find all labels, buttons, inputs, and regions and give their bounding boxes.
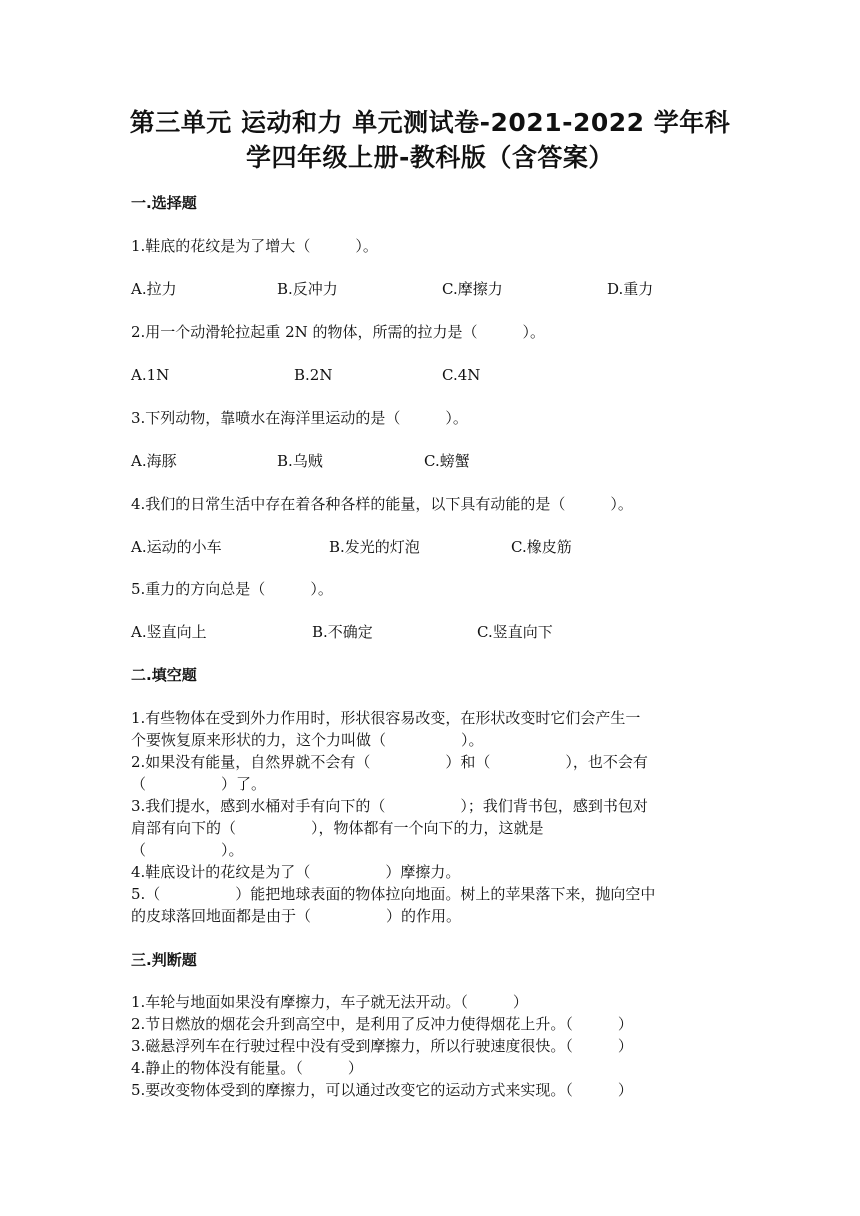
question-4-option-b: B.发光的灯泡 [329, 538, 420, 556]
question-5-option-c: C.竖直向下 [477, 623, 553, 641]
judge-line: 2.节日燃放的烟花会升到高空中，是利用了反冲力使得烟花上升。（ ） [131, 1015, 633, 1033]
question-2-option-a: A.1N [131, 366, 170, 384]
judge-line: 4.静止的物体没有能量。（ ） [131, 1059, 363, 1077]
section-heading-fill: 二.填空题 [131, 666, 197, 684]
document-title-line-2: 学四年级上册-教科版（含答案） [246, 143, 614, 172]
question-1-option-b: B.反冲力 [277, 280, 338, 298]
judge-line: 5.要改变物体受到的摩擦力，可以通过改变它的运动方式来实现。（ ） [131, 1081, 633, 1099]
question-3-option-a: A.海豚 [131, 452, 177, 470]
question-2-option-b: B.2N [294, 366, 333, 384]
question-1-option-a: A.拉力 [131, 280, 177, 298]
fill-line: 的皮球落回地面都是由于（ ）的作用。 [131, 907, 462, 925]
question-4-option-c: C.橡皮筋 [511, 538, 572, 556]
section-heading-choice: 一.选择题 [131, 194, 197, 212]
question-5-option-a: A.竖直向上 [131, 623, 207, 641]
question-3-option-c: C.螃蟹 [424, 452, 470, 470]
question-1-option-d: D.重力 [607, 280, 654, 298]
fill-line: 1.有些物体在受到外力作用时，形状很容易改变，在形状改变时它们会产生一 [131, 709, 641, 727]
question-5: 5.重力的方向总是（ ）。 [131, 580, 333, 598]
fill-line: 肩部有向下的（ ），物体都有一个向下的力，这就是 [131, 819, 544, 837]
question-5-option-b: B.不确定 [312, 623, 373, 641]
question-3: 3.下列动物，靠喷水在海洋里运动的是（ ）。 [131, 409, 468, 427]
fill-line: （ ）了。 [131, 775, 267, 793]
judge-line: 3.磁悬浮列车在行驶过程中没有受到摩擦力，所以行驶速度很快。（ ） [131, 1037, 633, 1055]
judge-line: 1.车轮与地面如果没有摩擦力，车子就无法开动。（ ） [131, 993, 528, 1011]
question-3-option-b: B.乌贼 [277, 452, 323, 470]
question-1-option-c: C.摩擦力 [442, 280, 503, 298]
document-title-line-1: 第三单元 运动和力 单元测试卷-2021-2022 学年科 [129, 108, 731, 137]
question-2-option-c: C.4N [442, 366, 481, 384]
question-2: 2.用一个动滑轮拉起重 2N 的物体，所需的拉力是（ ）。 [131, 323, 546, 341]
fill-line: 3.我们提水，感到水桶对手有向下的（ ）；我们背书包，感到书包对 [131, 797, 648, 815]
section-heading-judge: 三.判断题 [131, 951, 197, 969]
fill-line: （ ）。 [131, 841, 244, 859]
fill-line: 4.鞋底设计的花纹是为了（ ）摩擦力。 [131, 863, 461, 881]
question-4: 4.我们的日常生活中存在着各种各样的能量，以下具有动能的是（ ）。 [131, 495, 633, 513]
fill-line: 5.（ ）能把地球表面的物体拉向地面。树上的苹果落下来，抛向空中 [131, 885, 656, 903]
question-4-option-a: A.运动的小车 [131, 538, 222, 556]
fill-line: 个要恢复原来形状的力，这个力叫做（ ）。 [131, 731, 484, 749]
question-1: 1.鞋底的花纹是为了增大（ ）。 [131, 237, 378, 255]
fill-line: 2.如果没有能量，自然界就不会有（ ）和（ ），也不会有 [131, 753, 648, 771]
